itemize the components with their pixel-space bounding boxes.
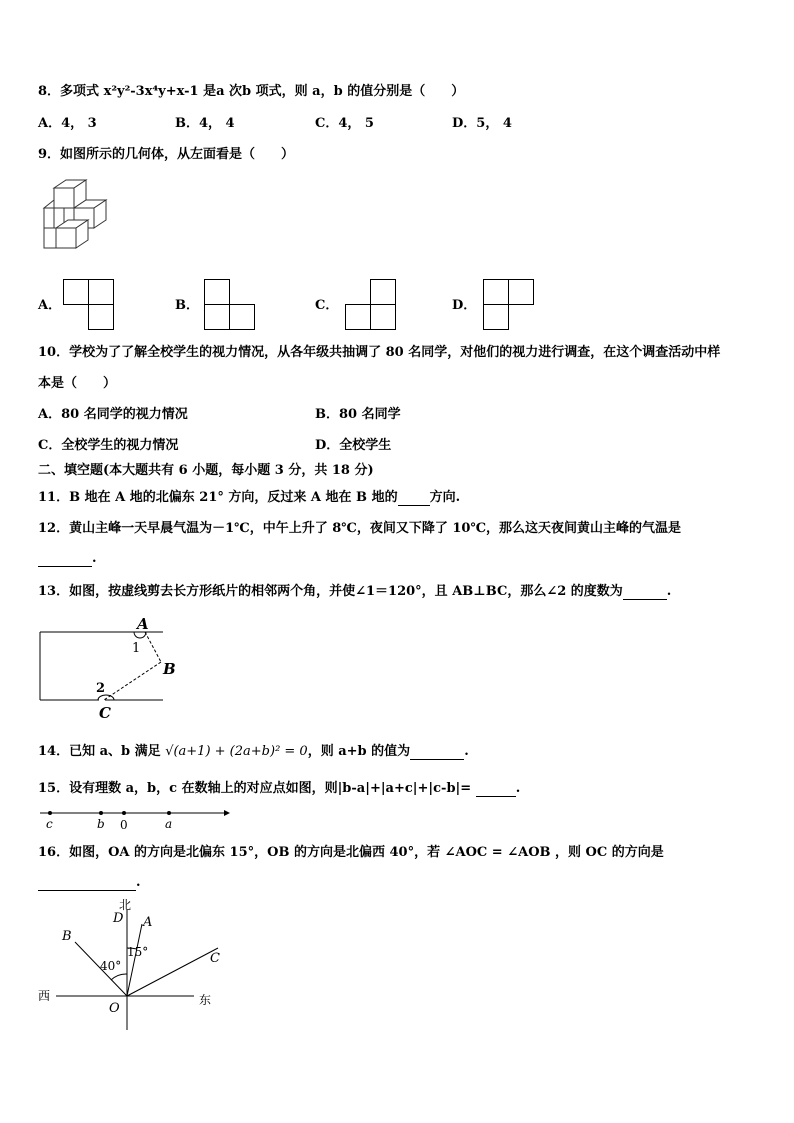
q10-stem-line2: 本是（ ） (38, 376, 117, 391)
q15-point-zero: 0 (120, 818, 128, 832)
q15-stem-text: 15．设有理数 a，b，c 在数轴上的对应点如图，则|b-a|+|a+c|+|c-b|= (38, 781, 472, 796)
q16-end: . (136, 875, 141, 890)
q8-option-b: B．4， 4 (175, 116, 235, 131)
q13-stem (38, 584, 671, 600)
q12-answer-blank[interactable] (38, 554, 92, 567)
q15-number-line (38, 806, 238, 834)
q16-label-north: 北 (119, 898, 132, 912)
q15-point-a: a (165, 817, 173, 831)
q8-option-d: D．5， 4 (452, 116, 512, 131)
q9-option-a-view (63, 279, 115, 331)
q13-answer-blank[interactable] (623, 587, 667, 600)
q11-stem-post: 方向. (429, 490, 461, 505)
q9-option-d-label: D． (452, 298, 477, 313)
q10-option-d: D．全校学生 (315, 438, 392, 453)
q9-option-c-view (345, 279, 397, 331)
q14-stem-pre: 14．已知 a、b 满足 (38, 744, 161, 759)
q9-solid-figure (40, 180, 112, 264)
q9-option-b-view (204, 279, 256, 331)
q16-label-west: 西 (38, 989, 51, 1003)
q9-option-d-view (483, 279, 535, 331)
q16-label-a: A (143, 915, 153, 930)
q14-stem-post: . (464, 744, 469, 759)
q16-label-angle-40: 40° (100, 959, 122, 973)
q16-label-east: 东 (199, 993, 212, 1007)
q8-stem: 8．多项式 x²y²-3x⁴y+x-1 是a 次b 项式，则 a，b 的值分别是（ ） (38, 84, 465, 99)
q16-label-b: B (62, 929, 72, 944)
q14-stem-mid: ，则 a+b 的值为 (307, 744, 411, 759)
q9-stem: 9．如图所示的几何体，从左面看是（ ） (38, 147, 295, 162)
q9-option-b-label: B． (175, 298, 199, 313)
section-2-heading: 二、填空题(本大题共有 6 小题，每小题 3 分，共 18 分) (38, 463, 374, 478)
q12-answer-line (38, 551, 97, 567)
q13-figure (38, 612, 178, 724)
q13-label-b: B (163, 660, 176, 678)
q8-option-a: A．4， 3 (38, 116, 97, 131)
q8-option-c: C．4， 5 (315, 116, 374, 131)
q15-answer-blank[interactable] (476, 784, 516, 797)
q16-compass-figure (34, 896, 224, 1036)
q13-label-angle-1: 1 (132, 641, 141, 656)
q10-option-b: B．80 名同学 (315, 407, 401, 422)
q16-label-c: C (210, 951, 220, 966)
q16-answer-line (38, 875, 141, 891)
q16-label-angle-15: 15° (127, 945, 149, 959)
q16-stem: 16．如图，OA 的方向是北偏东 15°，OB 的方向是北偏西 40°，若 ∠AOC = ∠AOB ，则 OC 的方向是 (38, 845, 664, 860)
q14-formula: √(a+1) + (2a+b)² = 0 (165, 744, 308, 759)
q13-stem-post: . (666, 584, 672, 599)
q13-label-c: C (99, 704, 111, 722)
q15-stem-post: . (515, 781, 521, 796)
q15-point-c: c (46, 817, 53, 831)
q12-end: . (92, 551, 97, 566)
q16-label-o: O (109, 1001, 120, 1016)
q11-answer-blank[interactable] (398, 493, 430, 506)
q15-point-b: b (97, 817, 105, 831)
q14-answer-blank[interactable] (410, 747, 464, 760)
q9-option-a-label: A． (38, 298, 62, 313)
q13-label-a: A (137, 615, 149, 633)
q10-stem-line1: 10．学校为了了解全校学生的视力情况，从各年级共抽调了 80 名同学，对他们的视力进行调查，在这个调查活动中样 (38, 345, 721, 360)
q9-option-c-label: C． (315, 298, 339, 313)
q12-stem: 12．黄山主峰一天早晨气温为－1℃，中午上升了 8℃，夜间又下降了 10℃，那么这天夜间黄山主峰的气温是 (38, 521, 682, 536)
q10-option-a: A．80 名同学的视力情况 (38, 407, 188, 422)
q11-stem (38, 490, 460, 506)
q11-stem-pre: 11．B 地在 A 地的北偏东 21° 方向，反过来 A 地在 B 地的 (38, 490, 398, 505)
q15-stem (38, 781, 520, 797)
q14-stem (38, 744, 469, 760)
q13-label-angle-2: 2 (96, 681, 106, 696)
q16-label-d: D (113, 911, 124, 926)
q13-stem-pre: 13．如图，按虚线剪去长方形纸片的相邻两个角，并使∠1＝120°，且 AB⊥BC，那么∠2 的度数为 (38, 584, 623, 599)
q10-option-c: C．全校学生的视力情况 (38, 438, 179, 453)
q16-answer-blank[interactable] (38, 878, 136, 891)
